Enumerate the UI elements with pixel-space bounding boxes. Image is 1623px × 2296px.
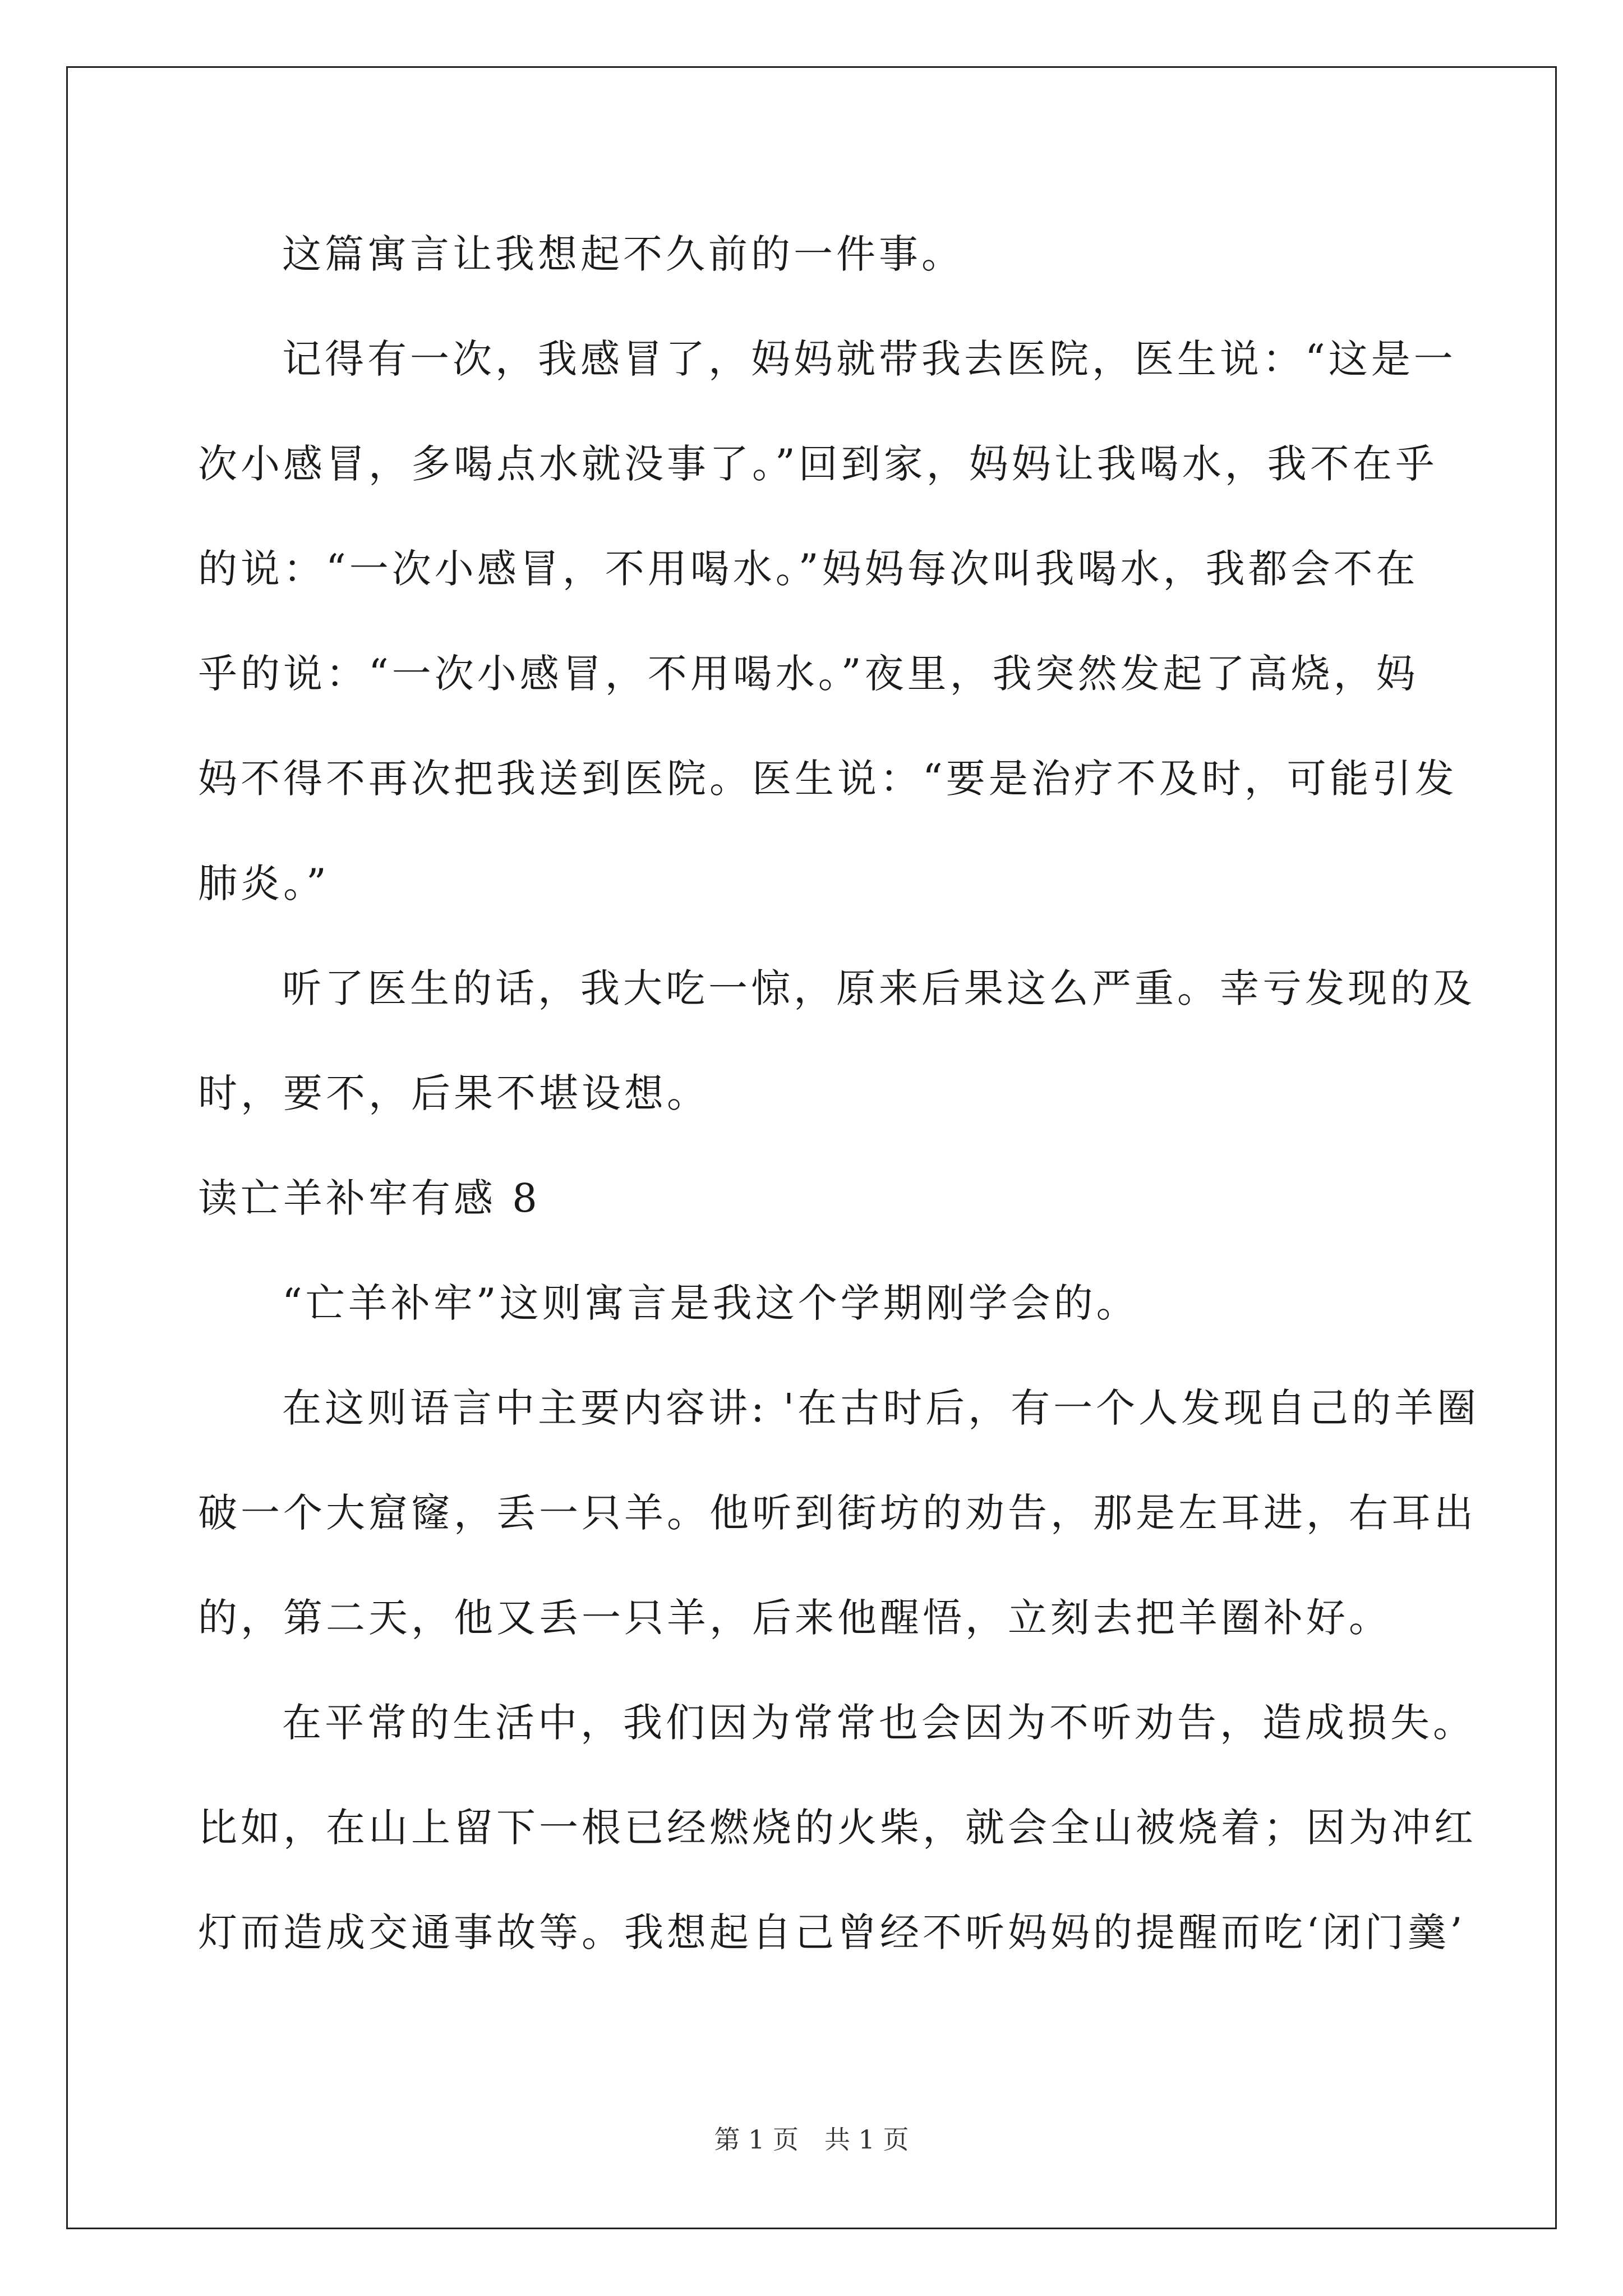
text-line: 比如，在山上留下一根已经燃烧的火柴，就会全山被烧着；因为冲红 <box>198 1805 1477 1851</box>
text-line: 听了医生的话，我大吃一惊，原来后果这么严重。幸亏发现的及 <box>282 965 1476 1011</box>
text-line: 读亡羊补牢有感 8 <box>198 1175 541 1221</box>
text-line: 的，第二天，他又丢一只羊，后来他醒悟，立刻去把羊圈补好。 <box>198 1595 1391 1641</box>
text-line: 的说：“一次小感冒，不用喝水。”妈妈每次叫我喝水，我都会不在 <box>198 546 1419 592</box>
text-line: 灯而造成交通事故等。我想起自己曾经不听妈妈的提醒而吃‘闭门羹’ <box>198 1910 1466 1955</box>
text-line: 乎的说：“一次小感冒，不用喝水。”夜里，我突然发起了高烧，妈 <box>198 651 1419 697</box>
text-line: 在平常的生活中，我们因为常常也会因为不听劝告，造成损失。 <box>282 1700 1476 1746</box>
text-line: “亡羊补牢”这则寓言是我这个学期刚学会的。 <box>282 1280 1139 1326</box>
text-line: 时，要不，后果不堪设想。 <box>198 1070 709 1116</box>
text-line: 在这则语言中主要内容讲: '在古时后，有一个人发现自己的羊圈 <box>282 1385 1480 1431</box>
text-line: 肺炎。” <box>198 861 330 907</box>
text-line: 妈不得不再次把我送到医院。医生说：“要是治疗不及时，可能引发 <box>198 756 1458 802</box>
document-body <box>198 202 1480 1985</box>
text-line: 记得有一次，我感冒了，妈妈就带我去医院，医生说：“这是一 <box>282 336 1456 382</box>
text-line: 破一个大窟窿，丢一只羊。他听到街坊的劝告，那是左耳进，右耳出 <box>198 1490 1477 1536</box>
text-line: 这篇寓言让我想起不久前的一件事。 <box>282 231 964 277</box>
text-line: 次小感冒，多喝点水就没事了。”回到家，妈妈让我喝水，我不在乎 <box>198 441 1438 487</box>
page-footer: 第 1 页 共 1 页 <box>714 2124 909 2155</box>
